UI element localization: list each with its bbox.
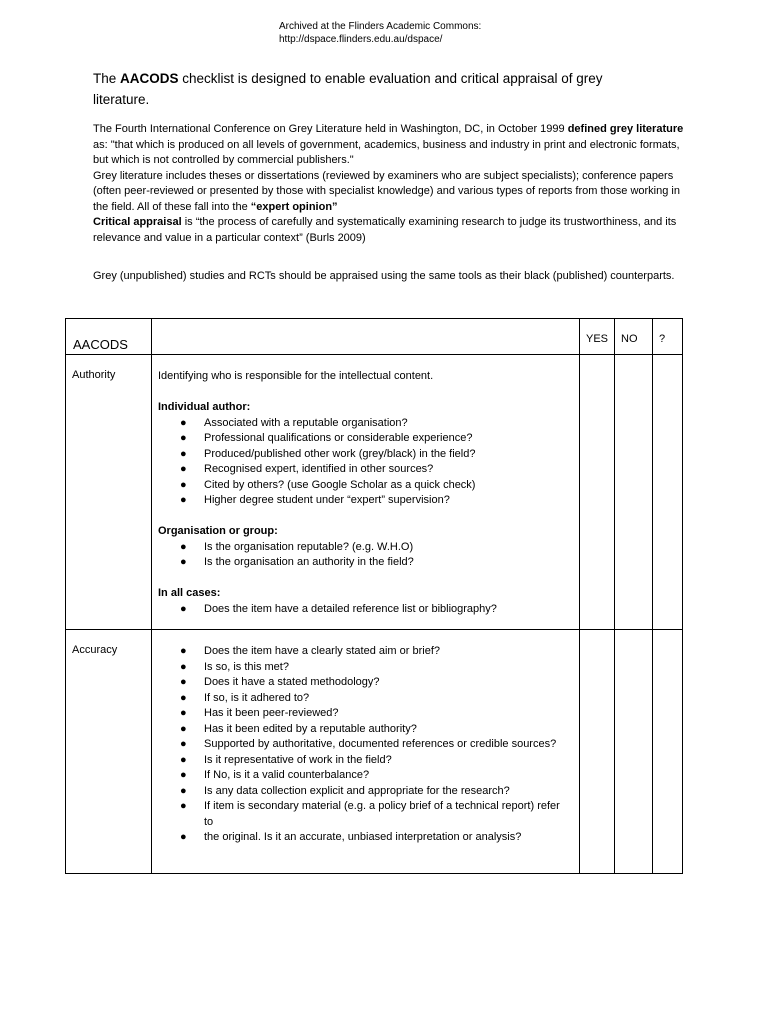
bullet-icon: ●	[180, 660, 187, 673]
authority-yes-cell[interactable]	[580, 355, 615, 630]
checklist-item-text: Is any data collection explicit and appropriate for the research?	[204, 784, 510, 797]
definition-term: defined grey literature	[567, 123, 684, 135]
checklist-item-text: Professional qualifications or considerable experience?	[204, 432, 473, 444]
checklist-item-text: If item is secondary material (e.g. a policy brief of a technical report) refer to	[204, 800, 560, 828]
checklist-item-text: Cited by others? (use Google Scholar as a quick check)	[204, 478, 476, 491]
checklist-item-text: Does it have a stated methodology?	[204, 676, 380, 688]
checklist-item-text: Produced/published other work (grey/black) in the field?	[204, 447, 476, 460]
organisation-heading: Organisation or group:	[158, 525, 278, 537]
checklist-item-text: Is so, is this met?	[204, 660, 289, 673]
checklist-item	[158, 784, 571, 800]
header-aacods: AACODS	[66, 319, 152, 355]
grey-literature-types	[93, 169, 693, 216]
checklist-item-text: If so, is it adhered to?	[204, 691, 310, 704]
checklist-item-text: Has it been peer-reviewed?	[204, 707, 339, 719]
bullet-icon: ●	[180, 753, 187, 766]
bullet-icon: ●	[180, 645, 187, 657]
table-row-accuracy	[66, 630, 683, 874]
definition-quote: as: "that which is produced on all levels of government, academics, business and industry in print and electronic formats, but which is not controlled by commercial publishers."	[93, 138, 680, 166]
critical-appraisal-text: is “the process of carefully and systematically examining research to judge its trustworthiness, and its relevance and value in a particular context” (Burls 2009)	[93, 216, 677, 244]
checklist-item	[158, 447, 571, 463]
archive-notice	[279, 20, 481, 46]
checklist-item-text: the original. Is it an accurate, unbiased interpretation or analysis?	[204, 831, 522, 843]
accuracy-yes-cell[interactable]	[580, 630, 615, 874]
checklist-item	[158, 493, 571, 509]
bullet-icon: ●	[180, 432, 187, 444]
critical-appraisal-definition	[93, 215, 693, 246]
individual-author-heading: Individual author:	[158, 401, 251, 413]
all-cases-list	[158, 602, 571, 618]
individual-author-list	[158, 416, 571, 509]
bullet-icon: ●	[180, 478, 187, 491]
organisation-list	[158, 540, 571, 571]
authority-lead: Identifying who is responsible for the intellectual content.	[158, 370, 434, 382]
grey-literature-definition	[93, 122, 693, 169]
bullet-icon: ●	[180, 447, 187, 460]
checklist-item-text: Does the item have a clearly stated aim or brief?	[204, 645, 441, 657]
header-blank	[152, 319, 580, 355]
criterion-body-accuracy	[152, 630, 580, 874]
criterion-body-authority	[152, 355, 580, 630]
criterion-label-authority: Authority	[66, 355, 152, 630]
archive-url: http://dspace.flinders.edu.au/dspace/	[279, 34, 443, 45]
checklist-item	[158, 737, 571, 753]
bullet-icon: ●	[180, 691, 187, 704]
table-header-row	[66, 319, 683, 355]
checklist-item-text: Is it representative of work in the field?	[204, 753, 392, 766]
bullet-icon: ●	[180, 769, 187, 781]
checklist-item	[158, 478, 571, 494]
definition-text: The Fourth International Conference on Grey Literature held in Washington, DC, in October 1999	[93, 123, 568, 135]
bullet-icon: ●	[180, 540, 187, 553]
bullet-icon: ●	[180, 707, 187, 719]
checklist-item-text: Is the organisation an authority in the field?	[204, 556, 414, 568]
checklist-item	[158, 602, 571, 618]
checklist-item-text: Supported by authoritative, documented references or credible sources?	[204, 738, 557, 750]
types-text: Grey literature includes theses or dissertations (reviewed by examiners who are subject specialists); conference papers (often peer-reviewed or presented by those with specialist knowledge) and various types of reports from those working in the field. All of these fall into the	[93, 169, 680, 213]
all-cases-heading: In all cases:	[158, 587, 221, 599]
intro-the: The	[93, 71, 121, 86]
bullet-icon: ●	[180, 602, 187, 615]
checklist-item	[158, 768, 571, 784]
checklist-item-text: Does the item have a detailed reference list or bibliography?	[204, 602, 497, 615]
bullet-icon: ●	[180, 738, 187, 750]
archive-line: Archived at the Flinders Academic Commons:	[279, 21, 482, 32]
definition-paragraph	[93, 122, 693, 246]
checklist-item	[158, 416, 571, 432]
accuracy-no-cell[interactable]	[615, 630, 653, 874]
checklist-item-text: Associated with a reputable organisation?	[204, 416, 408, 429]
table-row-authority	[66, 355, 683, 630]
bullet-icon: ●	[180, 463, 187, 475]
bullet-icon: ●	[180, 676, 187, 688]
checklist-item	[158, 555, 571, 571]
checklist-item-text: Higher degree student under “expert” supervision?	[204, 494, 450, 506]
intro-rest: checklist is designed to enable evaluation and critical appraisal of grey literature.	[93, 71, 603, 107]
checklist-item-text: Has it been edited by a reputable authority?	[204, 722, 417, 735]
all-cases-group	[158, 586, 571, 617]
intro-acronym: AACODS	[120, 71, 179, 86]
bullet-icon: ●	[180, 831, 187, 843]
checklist-item	[158, 706, 571, 722]
organisation-group	[158, 524, 571, 571]
checklist-item	[158, 660, 571, 676]
accuracy-unsure-cell[interactable]	[653, 630, 683, 874]
bullet-icon: ●	[180, 722, 187, 735]
authority-no-cell[interactable]	[615, 355, 653, 630]
individual-author-group	[158, 400, 571, 509]
intro-heading	[93, 68, 653, 110]
header-no: NO	[615, 319, 653, 355]
checklist-item	[158, 753, 571, 769]
header-yes: YES	[580, 319, 615, 355]
aacods-checklist-table	[65, 318, 683, 874]
checklist-item	[158, 799, 571, 830]
bullet-icon: ●	[180, 784, 187, 797]
checklist-item-text: Recognised expert, identified in other sources?	[204, 463, 434, 475]
accuracy-list	[158, 644, 571, 846]
checklist-item	[158, 644, 571, 660]
checklist-item	[158, 431, 571, 447]
checklist-item-text: If No, is it a valid counterbalance?	[204, 769, 370, 781]
expert-opinion-term: “expert opinion”	[250, 200, 338, 213]
checklist-item	[158, 691, 571, 707]
checklist-item-text: Is the organisation reputable? (e.g. W.H.O)	[204, 540, 414, 553]
criterion-label-accuracy: Accuracy	[66, 630, 152, 874]
bullet-icon: ●	[180, 800, 187, 812]
authority-unsure-cell[interactable]	[653, 355, 683, 630]
checklist-item	[158, 675, 571, 691]
checklist-item	[158, 462, 571, 478]
header-unsure: ?	[653, 319, 683, 355]
checklist-item	[158, 830, 571, 846]
bullet-icon: ●	[180, 494, 187, 506]
bullet-icon: ●	[180, 556, 187, 568]
checklist-item	[158, 722, 571, 738]
critical-appraisal-term: Critical appraisal	[93, 216, 182, 228]
checklist-item	[158, 540, 571, 556]
appraisal-note: Grey (unpublished) studies and RCTs should be appraised using the same tools as their black (published) counterparts.	[93, 270, 675, 282]
bullet-icon: ●	[180, 416, 187, 429]
